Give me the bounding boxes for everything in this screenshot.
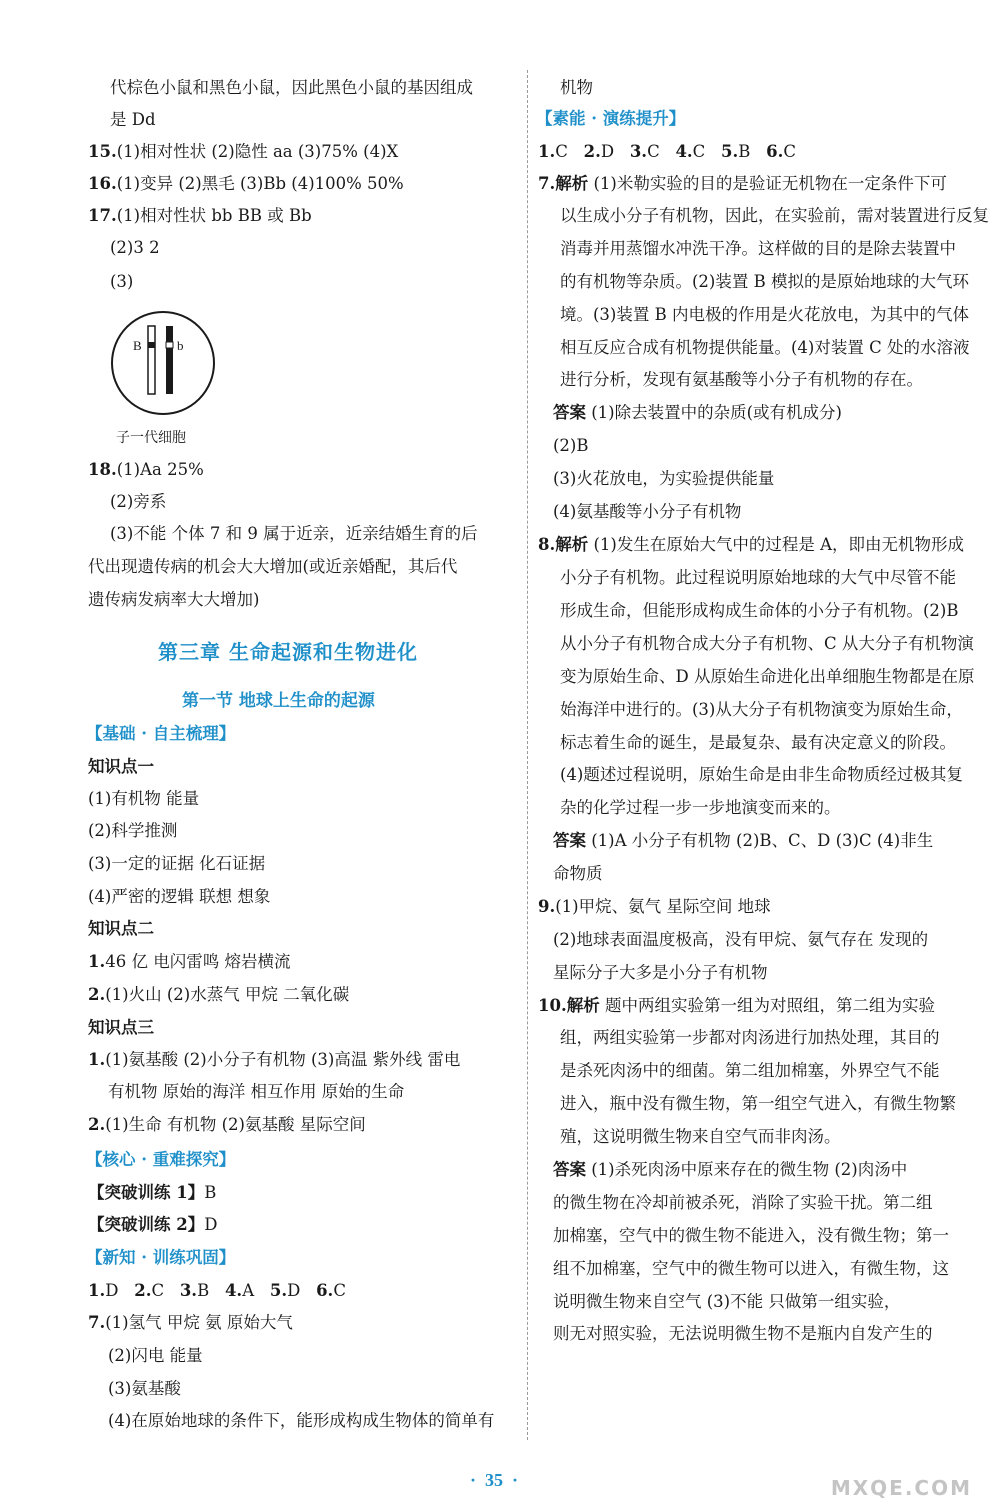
answer-7-part2: (2)闪电 能量 (108, 1346, 203, 1365)
text-line: 组，两组实验第一步都对肉汤进行加热处理，其目的 (560, 1028, 940, 1047)
chromosome-white (148, 326, 155, 394)
text-line: 进入，瓶中没有微生物，第一组空气进入，有微生物繁 (560, 1094, 956, 1113)
text-line: 则无对照实验，无法说明微生物不是瓶内自发产生的 (553, 1324, 933, 1343)
text-line: 加棉塞，空气中的微生物不能进入，没有微生物；第一 (553, 1226, 949, 1245)
text-line: 是杀死肉汤中的细菌。第二组加棉塞，外界空气不能 (560, 1061, 940, 1080)
section-title: 第一节 地球上生命的起源 (182, 691, 375, 711)
text-line: 始海洋中进行的。(3)从大分子有机物演变为原始生命， (560, 700, 963, 719)
kp1-item: (4)严密的逻辑 联想 想象 (88, 887, 271, 906)
cell-chromosome-diagram (108, 308, 218, 418)
answer-8-part: 命物质 (553, 864, 603, 883)
answer-17-part2: (2)3 2 (110, 238, 160, 257)
answer-10: 答案 (1)杀死肉汤中原来存在的微生物 (2)肉汤中 (553, 1160, 908, 1179)
answer-15: 15.(1)相对性状 (2)隐性 aa (3)75% (4)X (88, 142, 399, 161)
heading-basic: 【基础 · 自主梳理】 (86, 724, 236, 743)
label-b: b (177, 338, 184, 353)
answer-7-part: (3)火花放电，为实验提供能量 (553, 469, 775, 488)
mc-answers: 1.C 2.D 3.C 4.C 5.B 6.C (538, 142, 797, 161)
answer-18-part2: (2)旁系 (110, 492, 167, 511)
kp1-item: (1)有机物 能量 (88, 789, 200, 808)
cell-outline (112, 312, 214, 414)
chromosome-black (166, 326, 173, 394)
answer-7-part4: (4)在原始地球的条件下，能形成构成生物体的简单有 (108, 1411, 495, 1430)
analysis-7: 7.解析 (1)米勒实验的目的是验证无机物在一定条件下可 (538, 174, 947, 193)
text-line: 进行分析，发现有氨基酸等小分子有机物的存在。 (560, 370, 923, 389)
breakthrough-1: 【突破训练 1】B (88, 1183, 217, 1202)
text-line: 是 Dd (110, 110, 156, 129)
heading-core: 【核心 · 重难探究】 (86, 1150, 236, 1169)
answer-17: 17.(1)相对性状 bb BB 或 Bb (88, 206, 312, 225)
answer-9-part: (2)地球表面温度极高，没有甲烷、氨气存在 发现的 (553, 930, 929, 949)
heading-skill: 【素能 · 演练提升】 (536, 109, 686, 128)
text-line: 杂的化学过程一步一步地演变而来的。 (560, 798, 841, 817)
chapter-title: 第三章 生命起源和生物进化 (158, 640, 418, 664)
text-line: 小分子有机物。此过程说明原始地球的大气中尽管不能 (560, 568, 956, 587)
text-line: 标志着生命的诞生，是最复杂、最有决定意义的阶段。 (560, 733, 956, 752)
breakthrough-2: 【突破训练 2】D (88, 1215, 218, 1234)
text-line: (4)题述过程说明，原始生命是由非生命物质经过极其复 (560, 765, 963, 784)
answer-16: 16.(1)变异 (2)黑毛 (3)Bb (4)100% 50% (88, 174, 404, 193)
kp1-item: (2)科学推测 (88, 821, 178, 840)
text-line: 代棕色小鼠和黑色小鼠，因此黑色小鼠的基因组成 (110, 78, 473, 97)
answer-7-part: (4)氨基酸等小分子有机物 (553, 502, 742, 521)
kp3-item: 1.(1)氨基酸 (2)小分子有机物 (3)高温 紫外线 雷电 (88, 1050, 461, 1069)
text-line: 从小分子有机物合成大分子有机物、C 从大分子有机物演 (560, 634, 974, 653)
text-line: 变为原始生命、D 从原始生命进化出单细胞生物都是在原 (560, 667, 975, 686)
kp1-item: (3)一定的证据 化石证据 (88, 854, 266, 873)
text-line: 组不加棉塞，空气中的微生物可以进入，有微生物，这 (553, 1259, 949, 1278)
answer-7: 7.(1)氢气 甲烷 氨 原始大气 (88, 1313, 293, 1332)
gene-band-b (166, 342, 173, 348)
text-line: 殖，这说明微生物来自空气而非肉汤。 (560, 1127, 841, 1146)
kp2-item: 1.46 亿 电闪雷鸣 熔岩横流 (88, 952, 291, 971)
text-line: 说明微生物来自空气 (3)不能 只做第一组实验， (553, 1292, 901, 1311)
knowledge-point-2: 知识点二 (88, 919, 154, 938)
answer-9: 9.(1)甲烷、氨气 星际空间 地球 (538, 897, 771, 916)
answer-18-part3: 代出现遗传病的机会大大增加(或近亲婚配，其后代 (88, 557, 458, 576)
page-number: · 35 · (470, 1470, 519, 1490)
heading-new: 【新知 · 训练巩固】 (86, 1248, 236, 1267)
gene-band-B (148, 342, 155, 348)
knowledge-point-3: 知识点三 (88, 1018, 154, 1037)
knowledge-point-1: 知识点一 (88, 757, 154, 776)
text-line: 机物 (560, 78, 593, 97)
analysis-10: 10.解析 题中两组实验第一组为对照组，第二组为实验 (538, 996, 935, 1015)
answer-7-part3: (3)氨基酸 (108, 1379, 181, 1398)
label-B: B (133, 338, 142, 353)
analysis-8: 8.解析 (1)发生在原始大气中的过程是 A，即由无机物形成 (538, 535, 965, 554)
text-line: 形成生命，但能形成构成生命体的小分子有机物。(2)B (560, 601, 959, 620)
answer-18-part3: 遗传病发病率大大增加) (88, 590, 260, 609)
answer-7: 答案 (1)除去装置中的杂质(或有机成分) (553, 403, 842, 422)
diagram-caption: 子一代细胞 (116, 430, 186, 446)
text-line: 相互反应合成有机物提供能量。(4)对装置 C 处的水溶液 (560, 338, 970, 357)
kp3-item: 有机物 原始的海洋 相互作用 原始的生命 (108, 1082, 405, 1101)
text-line: 消毒并用蒸馏水冲洗干净。这样做的目的是除去装置中 (560, 239, 956, 258)
watermark-text: MXQE.COM (830, 1476, 972, 1500)
answer-7-part: (2)B (553, 436, 589, 455)
text-line: 境。(3)装置 B 内电极的作用是火花放电，为其中的气体 (560, 305, 969, 324)
text-line: 以生成小分子有机物，因此，在实验前，需对装置进行反复 (560, 206, 989, 225)
answer-18: 18.(1)Aa 25% (88, 460, 204, 479)
answer-8: 答案 (1)A 小分子有机物 (2)B、C、D (3)C (4)非生 (553, 831, 934, 850)
column-divider (527, 70, 528, 1440)
answer-18-part3: (3)不能 个体 7 和 9 属于近亲，近亲结婚生育的后 (110, 524, 478, 543)
answer-9-part: 星际分子大多是小分子有机物 (553, 963, 768, 982)
text-line: 的有机物等杂质。(2)装置 B 模拟的是原始地球的大气环 (560, 272, 969, 291)
kp2-item: 2.(1)火山 (2)水蒸气 甲烷 二氧化碳 (88, 985, 350, 1004)
mc-answers: 1.D 2.C 3.B 4.A 5.D 6.C (88, 1281, 346, 1300)
text-line: 的微生物在冷却前被杀死，消除了实验干扰。第二组 (553, 1193, 933, 1212)
answer-17-part3: (3) (110, 272, 134, 291)
kp3-item: 2.(1)生命 有机物 (2)氨基酸 星际空间 (88, 1115, 366, 1134)
